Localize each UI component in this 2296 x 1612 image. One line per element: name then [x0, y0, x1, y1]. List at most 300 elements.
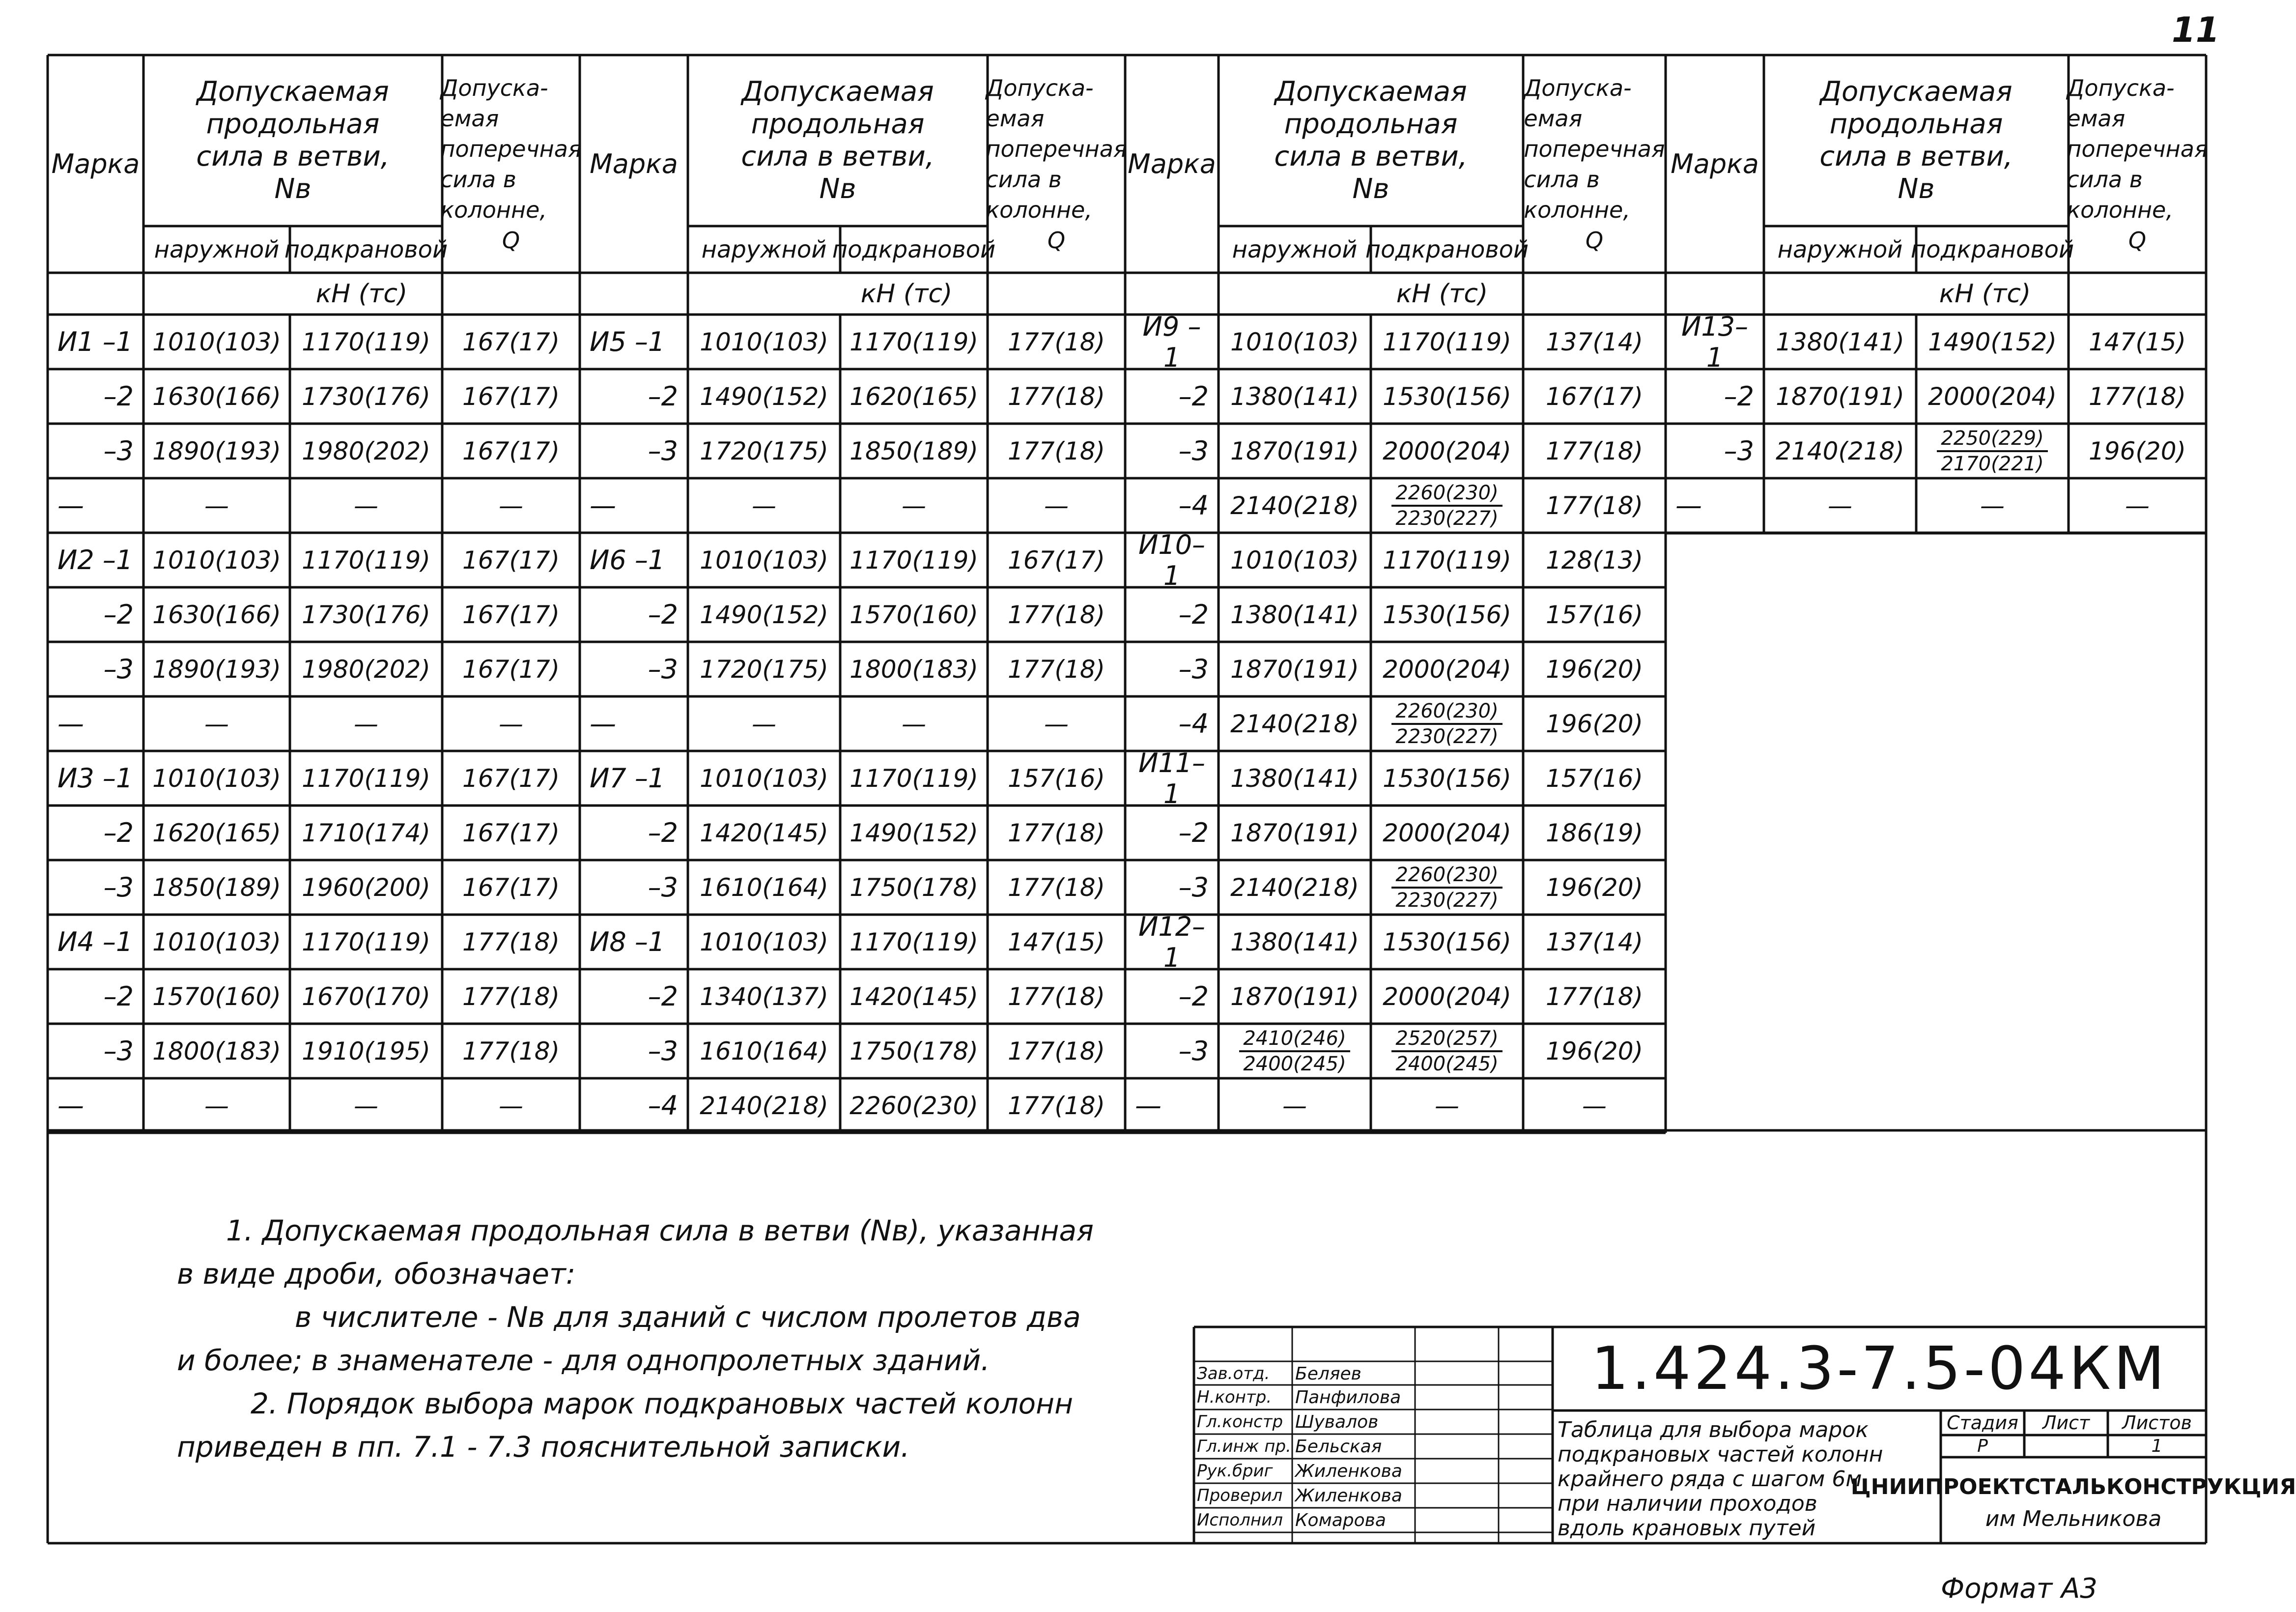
cell-crane-force: — — [902, 491, 926, 520]
header-long-force-line: продольная — [1829, 108, 2003, 140]
row-mark: –2 — [103, 981, 134, 1012]
cell-trans-force: 177(18) — [1007, 327, 1105, 356]
header-trans-force-line: емая — [1524, 105, 1583, 132]
cell-crane-force — [1371, 860, 1523, 915]
row-mark: –2 — [1178, 817, 1209, 848]
cell-outer-force: 1850(189) — [152, 873, 281, 902]
cell-outer-force: 2140(218) — [700, 1091, 828, 1120]
cell-crane-force: 2000(204) — [1383, 436, 1511, 465]
cell-trans-force: 157(16) — [1545, 764, 1644, 793]
cell-crane-force: 1170(119) — [302, 546, 430, 575]
cell-outer-force: 1010(103) — [1230, 546, 1359, 575]
row-mark: — — [590, 708, 616, 739]
cell-crane-force: 1960(200) — [302, 873, 430, 902]
fraction-value — [1391, 1029, 1502, 1074]
header-q-symbol: Q — [2128, 227, 2147, 254]
cell-trans-force: 167(17) — [462, 436, 560, 465]
cell-outer-force: 1610(164) — [700, 1036, 828, 1065]
cell-crane-force: 1490(152) — [1928, 327, 2057, 356]
fraction-value — [1391, 483, 1502, 528]
cell-trans-force: 196(20) — [1545, 709, 1644, 738]
cell-crane-force: 1750(178) — [850, 1036, 978, 1065]
notes — [177, 1209, 1160, 1468]
note-2b: приведен в пп. 7.1 - 7.3 пояснительной записки. — [177, 1430, 910, 1464]
cell-crane-force: 1710(174) — [302, 818, 430, 847]
header-long-force-line: сила в ветви, — [741, 141, 935, 173]
row-mark: –2 — [1178, 599, 1209, 630]
row-mark: –2 — [648, 599, 678, 630]
cell-crane-force: 1530(156) — [1383, 600, 1511, 629]
numerator: 2260(230) — [1391, 701, 1502, 725]
row-mark: –3 — [648, 654, 678, 685]
cell-trans-force: 186(19) — [1545, 818, 1644, 847]
row-mark: –2 — [1178, 381, 1209, 412]
cell-outer-force: 1010(103) — [152, 764, 281, 793]
drawing-code: 1.424.3-7.5-04КМ — [1591, 1334, 2168, 1403]
cell-outer-force: 1380(141) — [1230, 600, 1359, 629]
cell-outer-force: 1720(175) — [700, 436, 828, 465]
header-trans-force-line: сила в — [2067, 166, 2143, 193]
cell-crane-force: 1730(176) — [302, 382, 430, 411]
column-header-trans-force — [2069, 55, 2206, 273]
row-mark: И4 –1 — [57, 926, 133, 957]
header-long-force-line: сила в ветви, — [1819, 141, 2013, 173]
cell-outer-force: 2140(218) — [1230, 873, 1359, 902]
stage-value: Р — [1977, 1436, 1988, 1456]
cell-crane-force: 1850(189) — [850, 436, 978, 465]
cell-outer-force: 1890(193) — [152, 436, 281, 465]
row-mark: И10–1 — [1138, 529, 1206, 591]
cell-outer-force: 1870(191) — [1230, 655, 1359, 684]
cell-trans-force: 137(14) — [1545, 327, 1644, 356]
header-q-symbol: Q — [1585, 227, 1604, 254]
cell-outer-force: 1380(141) — [1230, 764, 1359, 793]
header-trans-force-line: емая — [440, 105, 499, 132]
header-trans-force-line: поперечная — [2067, 135, 2208, 162]
cell-outer-force: 1010(103) — [1230, 327, 1359, 356]
header-trans-force-line: Допуска- — [2067, 74, 2175, 101]
cell-trans-force: 177(18) — [1007, 818, 1105, 847]
cell-crane-force: 1170(119) — [1383, 327, 1511, 356]
cell-outer-force: — — [1828, 491, 1852, 520]
column-header-mark: Марка — [51, 148, 140, 179]
header-long-force-line: Допускаемая — [1820, 76, 2013, 108]
cell-trans-force: 177(18) — [1545, 982, 1644, 1011]
header-trans-force — [986, 73, 1127, 256]
column-header-trans-force — [1523, 55, 1666, 273]
denominator: 2400(245) — [1395, 1052, 1499, 1075]
cell-crane-force: — — [354, 709, 378, 738]
header-long-force-line: Nв — [819, 173, 856, 205]
cell-trans-force: — — [499, 491, 523, 520]
cell-trans-force: 167(17) — [462, 382, 560, 411]
cell-crane-force: 1170(119) — [302, 764, 430, 793]
row-mark: — — [1135, 1090, 1162, 1121]
cell-crane-force: 1730(176) — [302, 600, 430, 629]
row-mark: И2 –1 — [57, 545, 133, 576]
header-trans-force-line: колонне, — [1524, 196, 1630, 223]
header-trans-force-line: поперечная — [1524, 135, 1665, 162]
row-mark: И7 –1 — [590, 763, 665, 794]
header-trans-force-line: емая — [986, 105, 1045, 132]
row-mark: И3 –1 — [57, 763, 133, 794]
cell-outer-force: 1490(152) — [700, 600, 828, 629]
header-long-force-line: Допускаемая — [741, 76, 934, 108]
header-trans-force-line: колонне, — [986, 196, 1092, 223]
header-trans-force-line: емая — [2067, 105, 2126, 132]
sheet-title-line: Таблица для выбора марок — [1558, 1417, 1869, 1442]
header-long-force — [1819, 76, 2013, 205]
organization-sub: им Мельникова — [1985, 1506, 2162, 1531]
header-trans-force — [2067, 73, 2208, 256]
header-trans-force-line: колонне, — [440, 196, 547, 223]
stamp-name: Беляев — [1295, 1363, 1361, 1384]
stage-label: Стадия — [1947, 1412, 2018, 1434]
row-mark: И1 –1 — [57, 326, 133, 357]
header-long-force — [741, 76, 934, 205]
cell-trans-force: 177(18) — [1007, 982, 1105, 1011]
cell-trans-force: 177(18) — [1007, 1091, 1105, 1120]
sheet-title-line: крайнего ряда с шагом 6м — [1558, 1467, 1862, 1492]
cell-crane-force: 1170(119) — [302, 327, 430, 356]
stamp-role: Гл.констр — [1197, 1412, 1283, 1432]
cell-trans-force: 177(18) — [462, 927, 560, 956]
cell-trans-force: 147(15) — [2088, 327, 2186, 356]
cell-trans-force: 167(17) — [462, 546, 560, 575]
cell-outer-force: 2140(218) — [1776, 436, 1904, 465]
units-label: кН (тс) — [315, 279, 408, 309]
row-mark: –2 — [103, 599, 134, 630]
cell-trans-force: 196(20) — [1545, 655, 1644, 684]
cell-outer-force: — — [1282, 1091, 1307, 1120]
cell-outer-force: 1720(175) — [700, 655, 828, 684]
cell-crane-force — [1371, 478, 1523, 533]
stamp-role: Рук.бриг — [1197, 1461, 1273, 1481]
cell-trans-force: 167(17) — [462, 764, 560, 793]
units-label: кН (тс) — [1939, 279, 2031, 309]
denominator: 2230(227) — [1395, 889, 1499, 912]
cell-crane-force: 1530(156) — [1383, 382, 1511, 411]
row-mark: — — [57, 1090, 84, 1121]
cell-crane-force: 1750(178) — [850, 873, 978, 902]
cell-crane-force: 1670(170) — [302, 982, 430, 1011]
row-mark: –3 — [103, 435, 134, 466]
row-mark: –2 — [648, 381, 678, 412]
cell-crane-force — [1371, 696, 1523, 751]
cell-outer-force — [1219, 1024, 1371, 1078]
denominator: 2400(245) — [1243, 1052, 1346, 1075]
sheet-title — [1558, 1418, 1883, 1541]
column-header-mark: Марка — [590, 148, 678, 179]
cell-crane-force: 1490(152) — [850, 818, 978, 847]
column-header-crane: подкрановой — [1910, 235, 2074, 263]
cell-crane-force: — — [354, 1091, 378, 1120]
stamp-role: Зав.отд. — [1197, 1364, 1270, 1383]
cell-crane-force: 1980(202) — [302, 655, 430, 684]
header-long-force — [196, 76, 389, 205]
cell-crane-force: 1800(183) — [850, 655, 978, 684]
cell-trans-force: 196(20) — [1545, 873, 1644, 902]
cell-trans-force: 167(17) — [462, 655, 560, 684]
numerator: 2410(246) — [1239, 1029, 1350, 1052]
cell-outer-force: 1870(191) — [1230, 982, 1359, 1011]
row-mark: –2 — [1724, 381, 1754, 412]
header-trans-force — [1524, 73, 1665, 256]
row-mark: — — [57, 490, 84, 521]
note-1b: в виде дроби, обозначает: — [177, 1257, 576, 1291]
stamp-role: Проверил — [1197, 1486, 1283, 1505]
row-mark: –4 — [648, 1090, 678, 1121]
column-header-outer: наружной — [154, 235, 280, 263]
header-q-symbol: Q — [502, 227, 520, 254]
row-mark: –3 — [103, 872, 134, 903]
header-long-force-line: Допускаемая — [197, 76, 389, 108]
row-mark: –3 — [1178, 435, 1209, 466]
cell-outer-force: 1380(141) — [1230, 382, 1359, 411]
header-trans-force-line: поперечная — [986, 135, 1127, 162]
fraction-value — [1239, 1029, 1350, 1074]
column-header-long-force — [1764, 55, 2069, 226]
row-mark: –3 — [648, 435, 678, 466]
row-mark: –2 — [1178, 981, 1209, 1012]
stamp-name: Жиленкова — [1295, 1461, 1402, 1481]
header-trans-force — [440, 73, 581, 256]
cell-outer-force: — — [752, 709, 776, 738]
cell-outer-force: 1340(137) — [700, 982, 828, 1011]
cell-crane-force: 1910(195) — [302, 1036, 430, 1065]
stamp-name: Комарова — [1295, 1510, 1386, 1530]
cell-outer-force: 1870(191) — [1230, 818, 1359, 847]
header-long-force-line: Nв — [1898, 173, 1935, 205]
cell-outer-force: 1630(166) — [152, 382, 281, 411]
stamp-name: Бельская — [1295, 1436, 1382, 1457]
row-mark: –3 — [1178, 1036, 1209, 1066]
row-mark: –3 — [103, 1036, 134, 1066]
cell-outer-force: 1010(103) — [152, 927, 281, 956]
header-long-force-line: Допускаемая — [1275, 76, 1467, 108]
column-header-long-force — [143, 55, 442, 226]
cell-trans-force: 167(17) — [462, 818, 560, 847]
cell-outer-force: — — [204, 709, 229, 738]
cell-outer-force: 1610(164) — [700, 873, 828, 902]
cell-trans-force: 167(17) — [462, 327, 560, 356]
column-header-outer: наружной — [701, 235, 827, 263]
units-label: кН (тс) — [860, 279, 953, 309]
column-header-crane: подкрановой — [284, 235, 448, 263]
cell-trans-force: — — [1582, 1091, 1607, 1120]
cell-outer-force: 1010(103) — [152, 546, 281, 575]
header-long-force-line: продольная — [206, 108, 380, 140]
cell-crane-force: 1570(160) — [850, 600, 978, 629]
column-header-trans-force — [988, 55, 1125, 273]
header-trans-force-line: Допуска- — [440, 74, 548, 101]
numerator: 2260(230) — [1391, 483, 1502, 507]
cell-outer-force: 1870(191) — [1230, 436, 1359, 465]
cell-outer-force: 2140(218) — [1230, 491, 1359, 520]
cell-trans-force: 177(18) — [462, 982, 560, 1011]
fraction-value — [1937, 429, 2047, 474]
cell-outer-force: — — [204, 1091, 229, 1120]
header-trans-force-line: сила в — [440, 166, 516, 193]
row-mark: –4 — [1178, 490, 1209, 521]
cell-outer-force: 2140(218) — [1230, 709, 1359, 738]
header-trans-force-line: поперечная — [440, 135, 582, 162]
column-header-trans-force — [442, 55, 580, 273]
cell-trans-force: 128(13) — [1545, 546, 1644, 575]
row-mark: –3 — [1178, 654, 1209, 685]
cell-trans-force: 137(14) — [1545, 927, 1644, 956]
row-mark: –2 — [648, 981, 678, 1012]
cell-trans-force: — — [499, 1091, 523, 1120]
cell-crane-force: 2000(204) — [1383, 655, 1511, 684]
cell-crane-force: 2000(204) — [1383, 818, 1511, 847]
cell-outer-force: 1490(152) — [700, 382, 828, 411]
cell-outer-force: 1870(191) — [1776, 382, 1904, 411]
row-mark: И12–1 — [1138, 911, 1206, 973]
cell-outer-force: 1420(145) — [700, 818, 828, 847]
cell-outer-force: 1010(103) — [700, 327, 828, 356]
stamp-role: Н.контр. — [1197, 1387, 1272, 1407]
row-mark: –2 — [103, 381, 134, 412]
row-mark: — — [590, 490, 616, 521]
note-1c: в числителе - Nв для зданий с числом пролетов два — [295, 1300, 1081, 1334]
cell-crane-force: — — [354, 491, 378, 520]
numerator: 2250(229) — [1937, 429, 2047, 452]
cell-crane-force: 1530(156) — [1383, 927, 1511, 956]
page-number: 11 — [2172, 10, 2220, 50]
note-2a: 2. Порядок выбора марок подкрановых частей колонн — [251, 1387, 1073, 1420]
denominator: 2230(227) — [1395, 725, 1499, 748]
row-mark: — — [1675, 490, 1702, 521]
row-mark: –3 — [648, 872, 678, 903]
cell-trans-force: — — [1044, 709, 1069, 738]
column-header-outer: наружной — [1777, 235, 1903, 263]
header-trans-force-line: сила в — [1524, 166, 1600, 193]
column-header-crane: подкрановой — [1365, 235, 1529, 263]
format-label: Формат А3 — [1941, 1573, 2098, 1605]
row-mark: — — [57, 708, 84, 739]
row-mark: И5 –1 — [590, 326, 665, 357]
fraction-value — [1391, 865, 1502, 910]
cell-trans-force: 167(17) — [1545, 382, 1644, 411]
cell-crane-force: — — [1435, 1091, 1459, 1120]
header-trans-force-line: Допуска- — [1524, 74, 1632, 101]
row-mark: –4 — [1178, 708, 1209, 739]
cell-crane-force: 2000(204) — [1383, 982, 1511, 1011]
sheet-title-line: вдоль крановых путей — [1558, 1516, 1816, 1541]
cell-crane-force — [1371, 1024, 1523, 1078]
cell-crane-force: 1980(202) — [302, 436, 430, 465]
cell-trans-force: 147(15) — [1007, 927, 1105, 956]
sheet-title-line: при наличии проходов — [1558, 1491, 1817, 1516]
cell-crane-force: — — [902, 709, 926, 738]
cell-trans-force: 177(18) — [462, 1036, 560, 1065]
row-mark: И6 –1 — [590, 545, 665, 576]
cell-crane-force: 2000(204) — [1928, 382, 2057, 411]
cell-crane-force: 1420(145) — [850, 982, 978, 1011]
row-mark: –3 — [648, 1036, 678, 1066]
cell-outer-force: 1800(183) — [152, 1036, 281, 1065]
cell-outer-force: 1620(165) — [152, 818, 281, 847]
cell-outer-force: 1570(160) — [152, 982, 281, 1011]
cell-crane-force: 1170(119) — [850, 546, 978, 575]
column-header-long-force — [688, 55, 988, 226]
cell-crane-force — [1916, 424, 2069, 478]
header-long-force — [1274, 76, 1467, 205]
cell-trans-force: 167(17) — [462, 600, 560, 629]
cell-trans-force: 177(18) — [1007, 655, 1105, 684]
cell-outer-force: 1010(103) — [700, 546, 828, 575]
cell-trans-force: 177(18) — [1007, 600, 1105, 629]
row-mark: –2 — [648, 817, 678, 848]
cell-outer-force: 1010(103) — [700, 764, 828, 793]
row-mark: –2 — [103, 817, 134, 848]
row-mark: –3 — [1724, 435, 1754, 466]
column-header-crane: подкрановой — [832, 235, 996, 263]
sheets-label: Листов — [2122, 1412, 2192, 1434]
numerator: 2260(230) — [1391, 865, 1502, 889]
column-header-mark: Марка — [1128, 148, 1216, 179]
cell-crane-force: 1530(156) — [1383, 764, 1511, 793]
cell-crane-force: — — [1980, 491, 2005, 520]
sheets-value: 1 — [2151, 1436, 2163, 1456]
organization: ЦНИИПРОЕКТСТАЛЬКОНСТРУКЦИЯ — [1850, 1474, 2296, 1499]
cell-outer-force: — — [204, 491, 229, 520]
units-label: кН (тс) — [1396, 279, 1488, 309]
stamp-role: Исполнил — [1197, 1510, 1283, 1530]
cell-trans-force: 167(17) — [462, 873, 560, 902]
row-mark: И8 –1 — [590, 926, 665, 957]
cell-trans-force: 157(16) — [1007, 764, 1105, 793]
header-long-force-line: сила в ветви, — [1274, 141, 1468, 173]
header-long-force-line: сила в ветви, — [196, 141, 390, 173]
header-trans-force-line: колонне, — [2067, 196, 2173, 223]
cell-crane-force: 1170(119) — [1383, 546, 1511, 575]
cell-trans-force: 196(20) — [2088, 436, 2186, 465]
cell-trans-force: — — [1044, 491, 1069, 520]
cell-trans-force: 157(16) — [1545, 600, 1644, 629]
column-header-outer: наружной — [1232, 235, 1358, 263]
header-q-symbol: Q — [1047, 227, 1066, 254]
cell-crane-force: 1620(165) — [850, 382, 978, 411]
cell-crane-force: 1170(119) — [850, 327, 978, 356]
cell-outer-force: — — [752, 491, 776, 520]
cell-trans-force: 177(18) — [1545, 436, 1644, 465]
cell-trans-force: 177(18) — [1007, 1036, 1105, 1065]
cell-trans-force: 177(18) — [1007, 382, 1105, 411]
cell-trans-force: 177(18) — [1545, 491, 1644, 520]
row-mark: –3 — [1178, 872, 1209, 903]
stamp-name: Шувалов — [1295, 1411, 1379, 1432]
cell-crane-force: 2260(230) — [850, 1091, 978, 1120]
cell-outer-force: 1380(141) — [1776, 327, 1904, 356]
cell-trans-force: 177(18) — [1007, 873, 1105, 902]
stamp-name: Жиленкова — [1295, 1485, 1402, 1506]
cell-outer-force: 1380(141) — [1230, 927, 1359, 956]
cell-trans-force: 167(17) — [1007, 546, 1105, 575]
column-header-long-force — [1219, 55, 1523, 226]
header-trans-force-line: сила в — [986, 166, 1062, 193]
cell-trans-force: 177(18) — [2088, 382, 2186, 411]
cell-crane-force: 1170(119) — [850, 927, 978, 956]
header-long-force-line: продольная — [751, 108, 925, 140]
cell-outer-force: 1890(193) — [152, 655, 281, 684]
cell-crane-force: 1170(119) — [850, 764, 978, 793]
denominator: 2230(227) — [1395, 507, 1499, 530]
cell-crane-force: 1170(119) — [302, 927, 430, 956]
note-1d: и более; в знаменателе - для однопролетных зданий. — [177, 1344, 990, 1377]
cell-outer-force: 1010(103) — [152, 327, 281, 356]
